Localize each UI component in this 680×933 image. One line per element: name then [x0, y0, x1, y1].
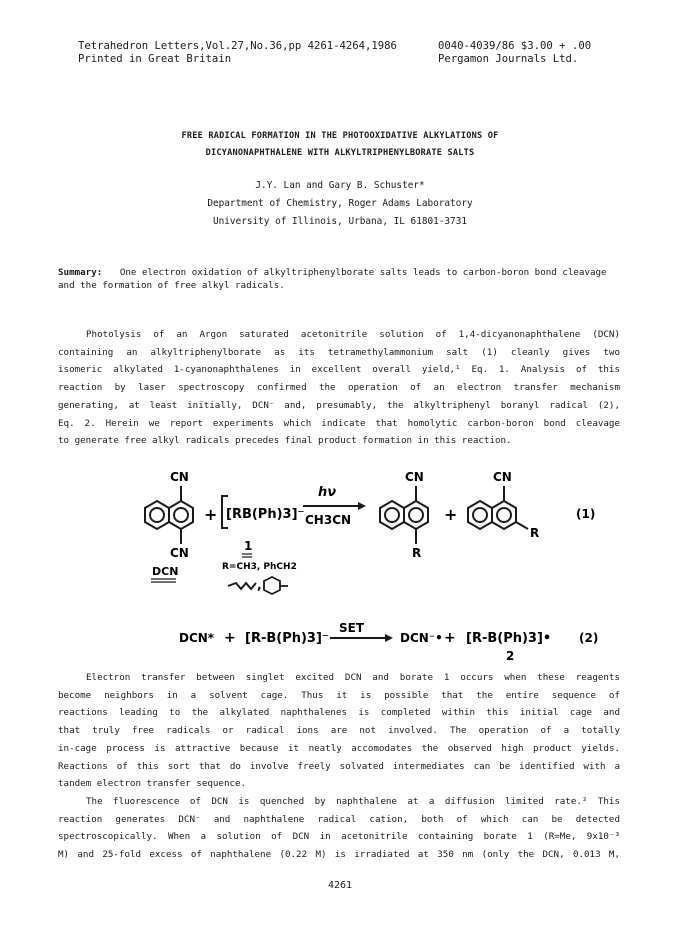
- hv-label: hν: [318, 485, 337, 500]
- benzyl-icon: [264, 577, 280, 594]
- author-names: J.Y. Lan and Gary B. Schuster*: [255, 180, 425, 191]
- paragraph-electron-transfer: [58, 669, 620, 793]
- text-line: isomeric alkylated 1-cyanonaphthalenes in excellent overall yield,¹ Eq. 1. Analysis of this: [58, 364, 620, 376]
- product-b-cn-label: CN: [493, 470, 512, 484]
- arrowhead: [358, 502, 366, 510]
- eq2-plus-left: +: [224, 630, 236, 646]
- author-university: University of Illinois, Urbana, IL 61801-3731: [213, 216, 467, 227]
- text-line: tandem electron transfer sequence.: [58, 778, 247, 790]
- paragraph-intro: [58, 326, 620, 450]
- text-line: Reactions of this sort that do involve freely solvated intermediates can be identified with a: [58, 760, 620, 772]
- product-a-r-label: R: [412, 546, 422, 560]
- publisher: Pergamon Journals Ltd.: [438, 53, 579, 65]
- reaction-scheme-1: [0, 462, 680, 612]
- text-line: reactions leading to the alkylated naphthalenes is completed within this initial cage and: [58, 707, 620, 719]
- eq2-plus-right: +: [444, 630, 456, 646]
- product-3-alkyl-structure: [468, 486, 528, 529]
- product-b-r-label: R: [530, 526, 540, 540]
- eq2-set-label: SET: [339, 621, 365, 635]
- text-line: that truly free radicals or radical ions are not involved. The operation of a totally: [58, 725, 620, 737]
- eq2-compound-2-label: 2: [506, 649, 515, 663]
- svg-text:,: ,: [257, 578, 262, 592]
- equation-2-drawing: [0, 614, 680, 666]
- journal-citation: Tetrahedron Letters,Vol.27,No.36,pp 4261-4264,1986: [78, 40, 397, 52]
- eq2-product-boranyl-radical: [R-B(Ph)3]•: [466, 631, 552, 646]
- compound-1-label: 1: [244, 539, 253, 553]
- paper-title-line1: FREE RADICAL FORMATION IN THE PHOTOOXIDATIVE ALKYLATIONS OF: [181, 131, 499, 141]
- cn-label-bottom: CN: [170, 546, 189, 560]
- scheme-1-drawing: [0, 462, 680, 612]
- cn-label-top: CN: [170, 470, 189, 484]
- page-number: 4261: [327, 880, 353, 891]
- equation-2-number: (2): [579, 631, 599, 645]
- text-line: become neighbors in a solvent cage. Thus it is possible that the entire sequence of: [58, 689, 620, 701]
- text-line: reaction generates DCN⁻ and naphthalene radical cation, both of which can be detected: [58, 813, 620, 825]
- author-department: Department of Chemistry, Roger Adams Laboratory: [207, 198, 473, 209]
- plus-sign: +: [204, 505, 218, 524]
- methyl-bond-icon: [228, 583, 256, 589]
- text-line: containing an alkyltriphenylborate as its tetramethylammonium salt (1) cleanly gives two: [58, 346, 620, 358]
- dcn-structure: [145, 486, 193, 544]
- text-line: Eq. 2. Herein we report experiments which indicate that homolytic carbon-boron bond cleavage: [58, 417, 620, 429]
- eq2-reactant-dcn-excited: DCN*: [179, 631, 215, 645]
- dcn-label: DCN: [152, 565, 179, 578]
- text-line: spectroscopically. When a solution of DCN in acetonitrile containing borate 1 (R=Me, 9x10⁻³: [58, 831, 620, 843]
- product-4-alkyl-structure: [380, 486, 428, 544]
- text-line: Electron transfer between singlet excited DCN and borate 1 occurs when these reagents: [86, 672, 620, 683]
- text-line: in-cage process is attractive because it neatly accomodates the observed high product yields.: [58, 742, 620, 754]
- text-line: M) and 25-fold excess of naphthalene (0.22 M) is irradiated at 350 nm (only the DCN, 0.013 M,: [58, 849, 620, 861]
- r-definitions: R=CH3, PhCH2: [222, 562, 297, 572]
- paragraph-fluorescence: [58, 793, 620, 864]
- printed-in: Printed in Great Britain: [78, 53, 232, 65]
- text-line: reaction by laser spectroscopy confirmed the operation of an electron transfer mechanism: [58, 382, 620, 394]
- paper-title-line2: DICYANONAPHTHALENE WITH ALKYLTRIPHENYLBORATE SALTS: [205, 148, 475, 158]
- issn-price: 0040-4039/86 $3.00 + .00: [438, 40, 592, 52]
- text-line: generating, at least initially, DCN⁻ and, presumably, the alkyltriphenyl boranyl radical (2),: [58, 399, 620, 411]
- eq2-reactant-borate: [R-B(Ph)3]⁻: [245, 631, 329, 646]
- product-a-cn-label: CN: [405, 470, 424, 484]
- summary-text: One electron oxidation of alkyltriphenylborate salts leads to carbon-boron bond cleavage and the formation of free alkyl radicals.: [58, 267, 607, 291]
- solvent-label: CH3CN: [305, 513, 352, 527]
- summary-label: Summary:: [58, 267, 103, 278]
- borate-formula: [RB(Ph)3]⁻: [226, 507, 305, 522]
- text-line: The fluorescence of DCN is quenched by naphthalene at a diffusion limited rate.² This: [86, 796, 620, 807]
- plus-sign-products: +: [444, 505, 458, 524]
- summary-block: [58, 266, 620, 292]
- eq2-product-dcn-anion: DCN⁻•: [400, 631, 443, 645]
- text-line: to generate free alkyl radicals precedes final product formation in this reaction.: [58, 435, 512, 447]
- equation-1-number: (1): [576, 507, 596, 521]
- reaction-equation-2: [0, 614, 680, 666]
- text-line: Photolysis of an Argon saturated acetonitrile solution of 1,4-dicyanonaphthalene (DCN): [86, 329, 620, 340]
